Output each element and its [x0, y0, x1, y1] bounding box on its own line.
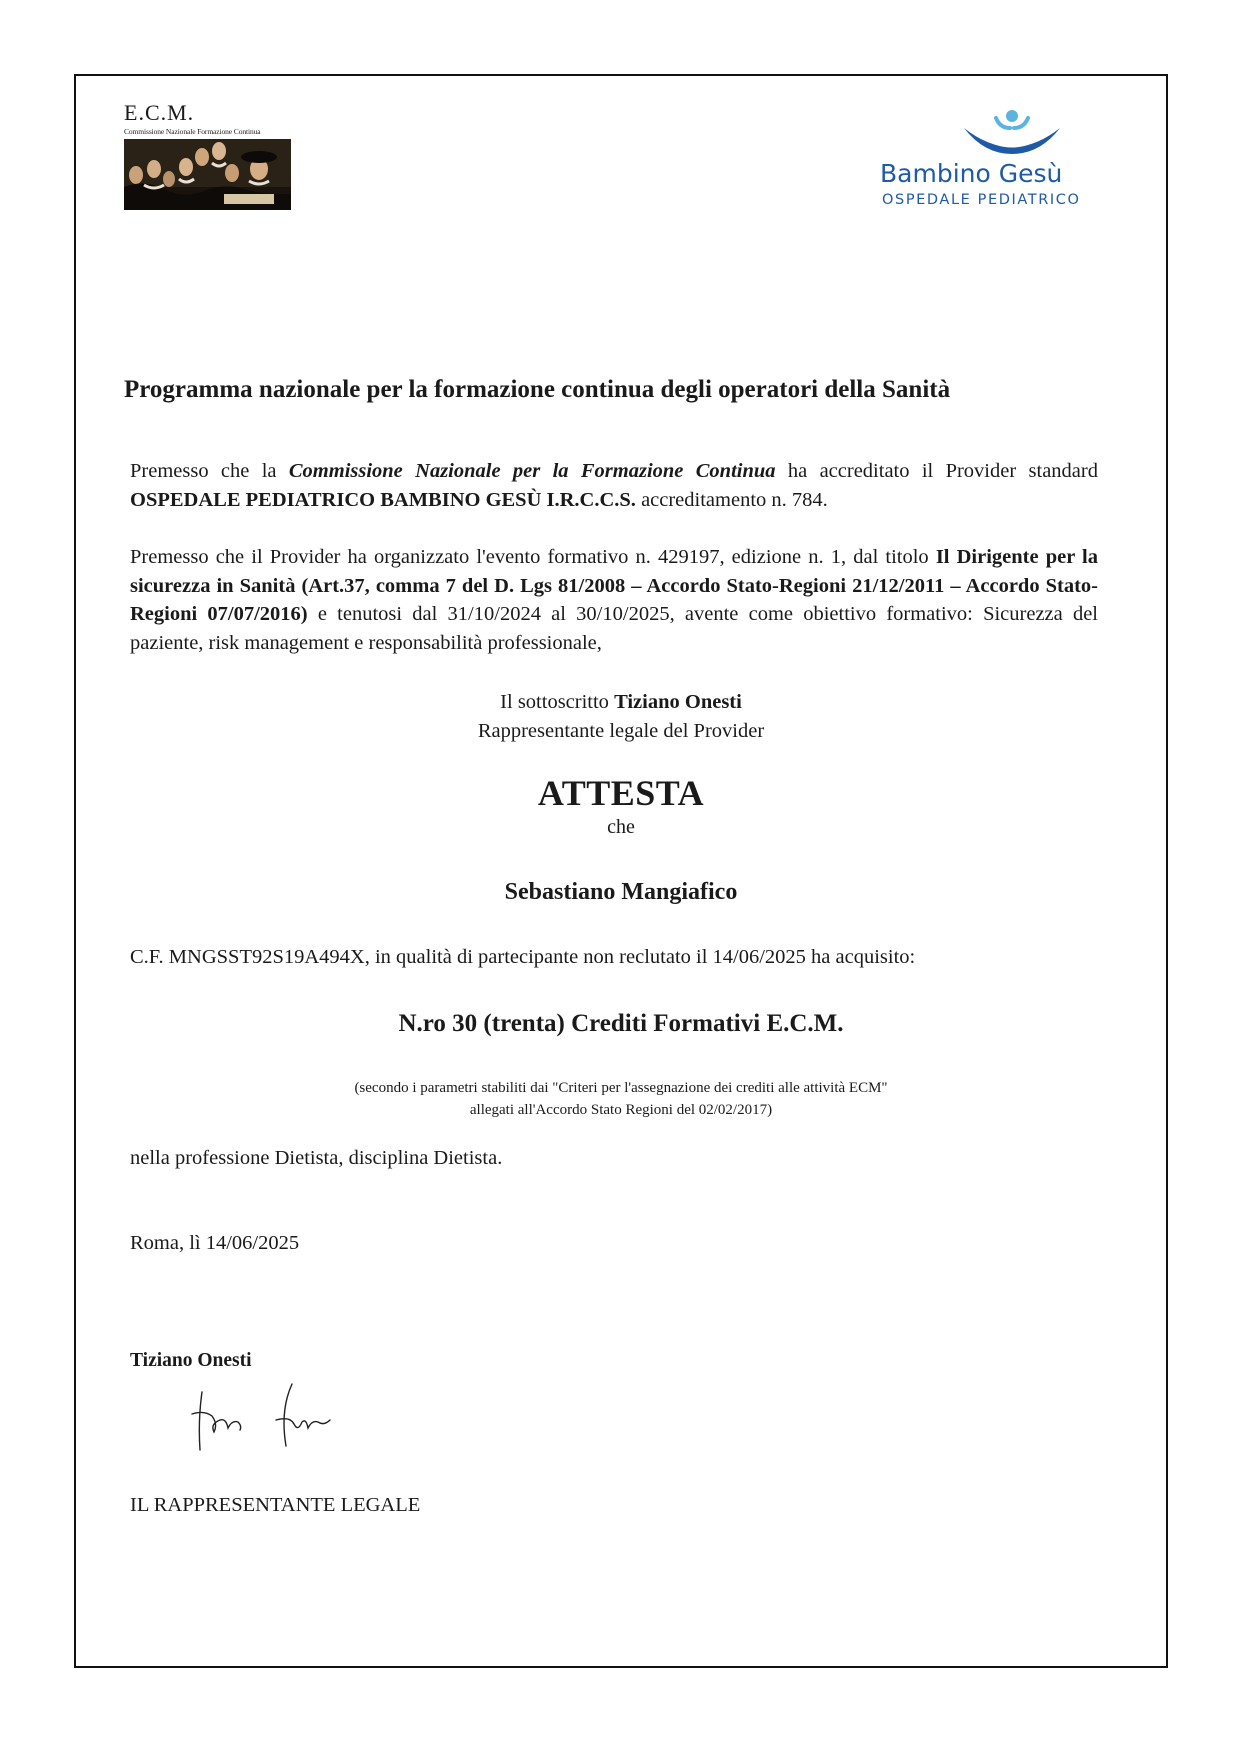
- attesta-title: ATTESTA: [537, 773, 705, 813]
- para1-text-2: ha accreditato il Provider standard: [775, 460, 1098, 482]
- handwritten-signature: [180, 1380, 350, 1464]
- event-paragraph: [130, 543, 1098, 657]
- signatory-name: Tiziano Onesti: [614, 691, 742, 713]
- para2-text-1: Premesso che il Provider ha organizzato l'evento formativo n. 429197, edizione n. 1, dal titolo: [130, 546, 936, 568]
- para1-text-3: accreditamento n. 784.: [635, 488, 828, 511]
- bambino-gesu-logo-name: Bambino Gesù: [880, 159, 1063, 188]
- program-heading: Programma nazionale per la formazione continua degli operatori della Sanità: [124, 376, 951, 403]
- para1-text-1: Premesso che la: [130, 460, 289, 482]
- event-title: Il Dirigente per la sicurezza in Sanità (Art.37, comma 7 del D. Lgs 81/2008 – Accordo Stato-Regioni 21/12/2011 – Accordo Stato-Regioni 07/07/2016): [130, 546, 1098, 625]
- bambino-gesu-logo-subtitle: OSPEDALE PEDIATRICO: [882, 192, 1081, 208]
- credits-note: [74, 1077, 1168, 1121]
- place-date: Roma, lì 14/06/2025: [130, 1232, 300, 1254]
- signatory-prefix: Il sottoscritto: [500, 691, 615, 713]
- provider-name: OSPEDALE PEDIATRICO BAMBINO GESÙ I.R.C.C.S.: [130, 488, 636, 511]
- accreditation-paragraph: [130, 457, 1098, 514]
- para2-text-2: e tenutosi dal 31/10/2024 al 30/10/2025, avente come obiettivo formativo: Sicurezza del paziente, risk management e responsabilità professionale,: [130, 603, 1098, 654]
- legal-representative-title: IL RAPPRESENTANTE LEGALE: [130, 1494, 421, 1516]
- che-text: che: [607, 816, 635, 838]
- ecm-painting-logo: [124, 139, 291, 210]
- credits-note-line-2: allegati all'Accordo Stato Regioni del 02/02/2017): [469, 1102, 773, 1118]
- credits-awarded: N.ro 30 (trenta) Crediti Formativi E.C.M.: [398, 1010, 844, 1037]
- signatory-statement: [74, 688, 1168, 746]
- signer-name: Tiziano Onesti: [130, 1350, 252, 1371]
- credits-note-line-1: (secondo i parametri stabiliti dai "Criteri per l'assegnazione dei crediti alle attività ECM": [354, 1080, 888, 1096]
- participant-name: Sebastiano Mangiafico: [504, 879, 738, 905]
- commission-name: Commissione Nazionale per la Formazione Continua: [288, 460, 776, 482]
- ecm-logo-title: E.C.M.: [124, 100, 195, 125]
- profession-line: nella professione Dietista, disciplina Dietista.: [130, 1147, 503, 1169]
- signatory-role: Rappresentante legale del Provider: [477, 720, 765, 742]
- bambino-gesu-logo-icon: [960, 106, 1064, 162]
- ecm-logo-subtitle: Commissione Nazionale Formazione Continua: [124, 127, 261, 136]
- fiscal-code-line: C.F. MNGSST92S19A494X, in qualità di partecipante non reclutato il 14/06/2025 ha acquisito:: [130, 946, 916, 968]
